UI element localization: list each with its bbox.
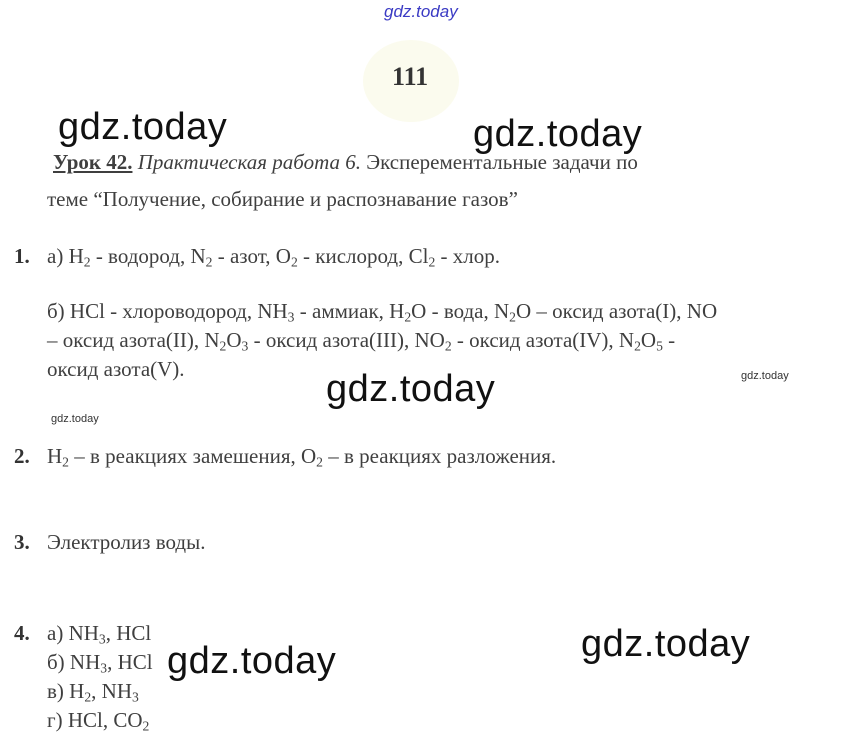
task1-answer-a: а) $H_2$ - водород, $N_2$ - азот, $O_2$ - кислород, $Cl_2$ - хлор. — [47, 244, 501, 270]
practical-work-label: Практическая работа 6. — [137, 150, 361, 174]
lesson-title-part1: Эксперементальные задачи по — [366, 150, 638, 174]
watermark-large: gdz.today — [58, 106, 228, 148]
lesson-title-line2: теме “Получение, собирание и распознавание газов” — [47, 187, 518, 211]
page-number: 111 — [392, 62, 429, 91]
watermark-large: gdz.today — [167, 640, 337, 682]
task4-answer-b: б) $NH_3$, HCl — [47, 650, 153, 676]
task2-answer: $H_2$ – в реакциях замешения, $O_2$ – в реакциях разложения. — [47, 444, 557, 470]
lesson-number: Урок 42. — [53, 150, 133, 174]
task1-answer-b-line3: оксид азота(V). — [47, 357, 185, 381]
watermark-small: gdz.today — [51, 413, 99, 425]
task3-answer: Электролиз воды. — [47, 530, 206, 554]
task4-answer-d: г) HCl, $CO_2$ — [47, 708, 150, 734]
task-number-4: 4. — [14, 621, 30, 645]
watermark-large: gdz.today — [326, 368, 496, 410]
watermark-large: gdz.today — [581, 623, 751, 665]
task-number-3: 3. — [14, 530, 30, 554]
task4-answer-c: в) $H_2$, $NH_3$ — [47, 679, 139, 705]
task-number-2: 2. — [14, 444, 30, 468]
watermark-top: gdz.today — [384, 2, 458, 21]
task-number-1: 1. — [14, 244, 30, 268]
watermark-large: gdz.today — [473, 113, 643, 155]
lesson-title-line1 — [53, 150, 638, 175]
watermark-small: gdz.today — [741, 370, 789, 382]
task1-answer-b-line1: б) HCl - хлороводород, $NH_3$ - аммиак, $H_2O$ - вода, $N_2O$ – оксид азота(I), NO — [47, 299, 718, 325]
task4-answer-a: а) $NH_3$, HCl — [47, 621, 152, 647]
task1-answer-b-line2: – оксид азота(II), $N_2O_3$ - оксид азота(III), $NO_2$ - оксид азота(IV), $N_2O_5$ - — [47, 328, 676, 354]
